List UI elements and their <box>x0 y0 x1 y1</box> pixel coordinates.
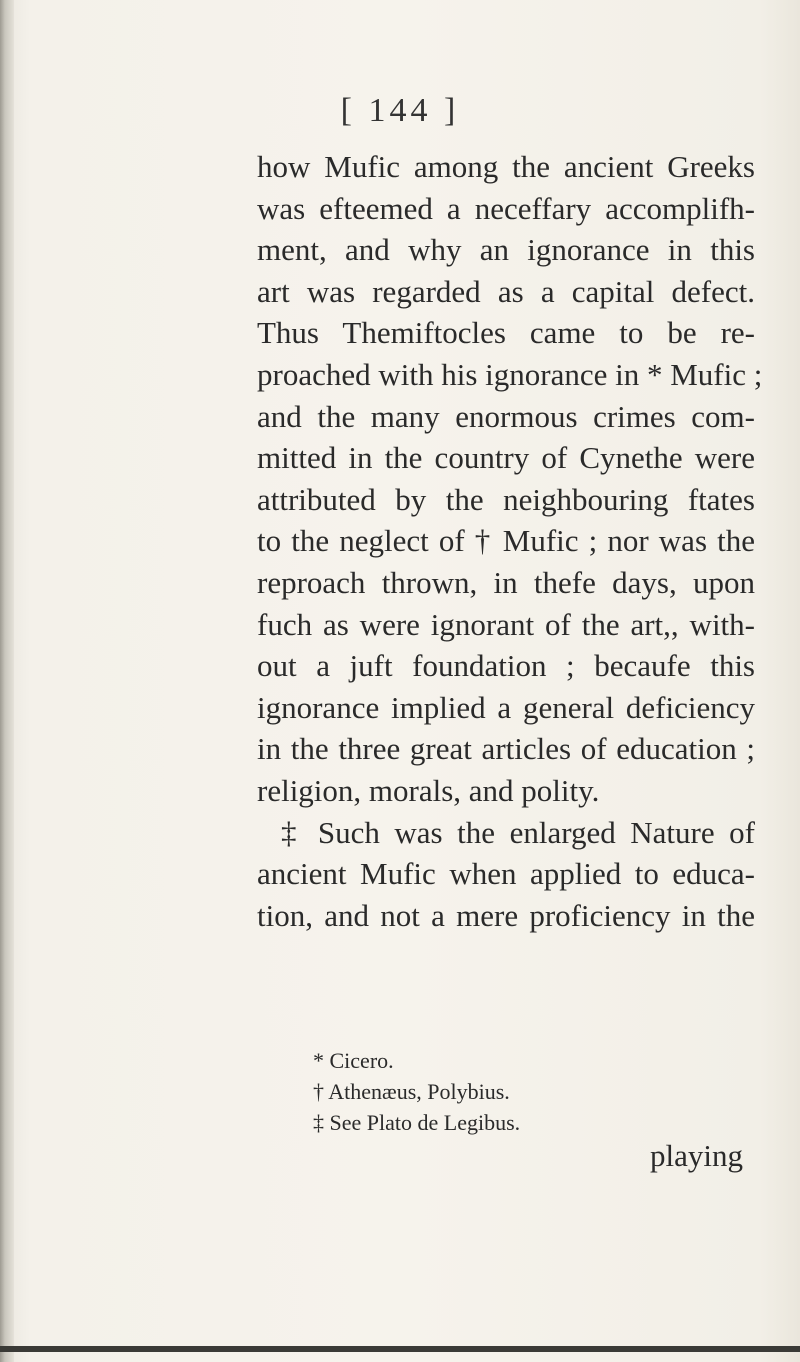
text-line: how Mufic among the ancient Greeks <box>257 149 755 184</box>
text-line: fuch as were ignorant of the art,, with- <box>257 606 755 642</box>
body-text <box>257 146 763 936</box>
text-line: was efteemed a neceffary accomplifh- <box>257 190 755 226</box>
footnotes <box>313 1045 733 1138</box>
text-line: attributed by the neighbouring ftates <box>257 481 755 517</box>
text-line: ment, and why an ignorance in this <box>257 232 755 268</box>
footnote: † Athenæus, Polybius. <box>313 1079 510 1104</box>
text-line: and the many enormous crimes com- <box>257 398 755 434</box>
text-line: in the three great articles of education ; <box>257 731 755 767</box>
page-header: [ 144 ] <box>340 92 460 129</box>
text-line: ignorance implied a general deficiency <box>257 689 755 725</box>
catchword: playing <box>650 1138 743 1173</box>
text-line: art was regarded as a capital defect. <box>257 273 755 309</box>
text-line: mitted in the country of Cynethe were <box>257 440 755 476</box>
text-line: tion, and not a mere proficiency in the <box>257 897 755 933</box>
footnote: * Cicero. <box>313 1048 394 1073</box>
text-line: proached with his ignorance in * Mufic ; <box>257 356 763 392</box>
text-line: religion, morals, and polity. <box>257 772 600 808</box>
footnote: ‡ See Plato de Legibus. <box>313 1110 521 1135</box>
text-line: Thus Themiftocles came to be re- <box>257 315 755 351</box>
text-line: ancient Mufic when applied to educa- <box>257 856 755 892</box>
binding-gutter <box>0 0 14 1362</box>
text-line: reproach thrown, in thefe days, upon <box>257 564 755 600</box>
text-line: out a juft foundation ; becaufe this <box>257 648 755 684</box>
bottom-edge-rule <box>0 1346 800 1352</box>
text-line: ‡ Such was the enlarged Nature of <box>281 814 755 850</box>
text-line: to the neglect of † Mufic ; nor was the <box>257 523 755 559</box>
